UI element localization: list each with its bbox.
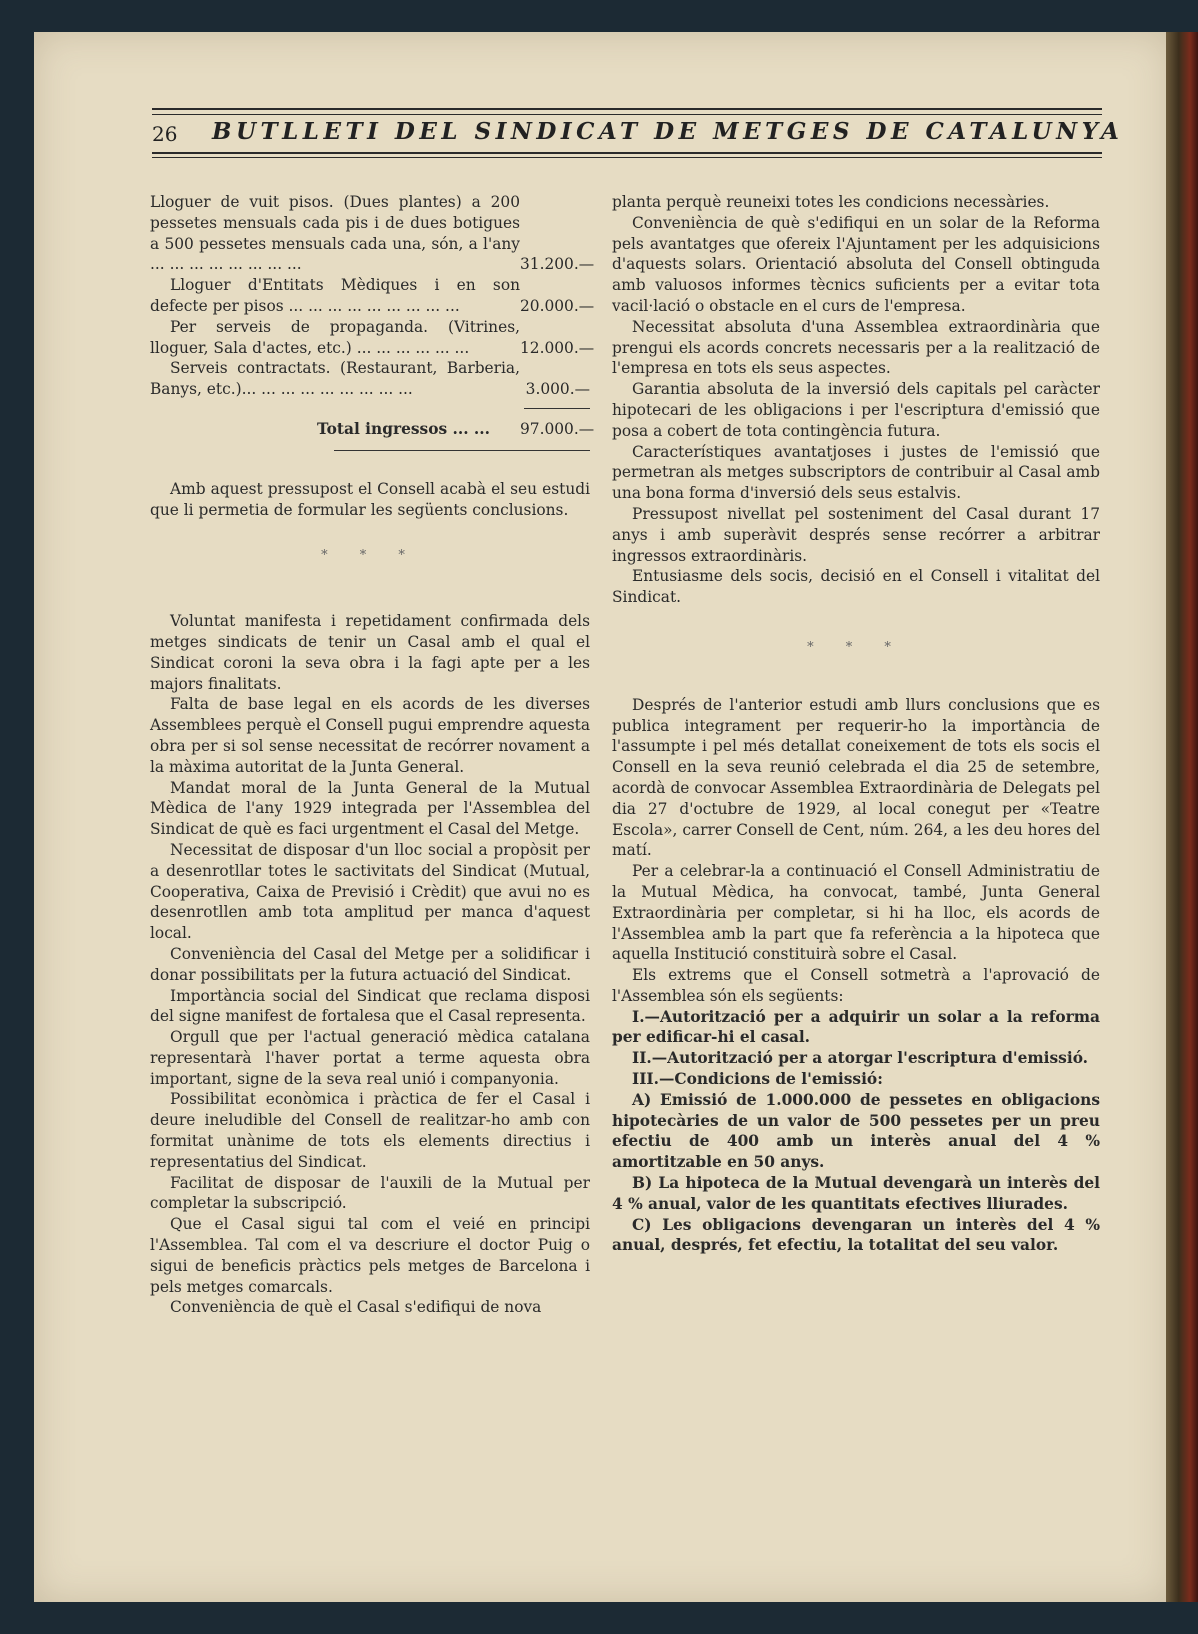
page-number: 26 xyxy=(152,122,178,146)
conclusion-paragraph: Conveniència del Casal del Metge per a solidificar i donar possibilitats per la futura actuació del Sindicat. xyxy=(150,944,590,984)
conclusion-paragraph: Garantia absoluta de la inversió dels capitals pel caràcter hipotecari de les obligacions i per l'escriptura d'emissió que posa a cobert de tota contingència futura. xyxy=(612,380,1100,440)
intro-paragraph: Amb aquest pressupost el Consell acabà el seu estudi que li permetia de formular les següents conclusions. xyxy=(150,479,590,519)
total-rule xyxy=(334,450,590,451)
resolution-item: III.—Condicions de l'emissió: xyxy=(632,1070,883,1089)
ledger-item-text: Serveis contractats. (Restaurant, Barberia, Banys, etc.)... ... ... ... ... ... ... ... ... xyxy=(150,359,520,399)
resolution-item: A) Emissió de 1.000.000 de pessetes en obligacions hipotecàries de un valor de 500 pessetes per un preu efectiu de 400 amb un interès anual del 4 % amortitzable en 50 anys. xyxy=(612,1090,1100,1172)
header-rule xyxy=(152,108,1102,110)
resolution-item: I.—Autorització per a adquirir un solar a la reforma per edificar-hi el casal. xyxy=(612,1007,1100,1047)
total-amount: 97.000.— xyxy=(520,419,595,438)
ledger-row xyxy=(150,275,595,317)
page-header xyxy=(152,108,1124,160)
header-rule xyxy=(152,152,1102,154)
conclusion-paragraph: Necessitat absoluta d'una Assemblea extraordinària que prengui els acords concrets necessaris per a la realització de l'empresa en tots els seus aspectes. xyxy=(612,317,1100,378)
ledger-item-text: Per serveis de propaganda. (Vitrines, lloguer, Sala d'actes, etc.) ... ... ... ... ... ... xyxy=(150,317,520,357)
total-label: Total ingressos ... ... xyxy=(316,419,490,438)
conclusion-paragraph: Conveniència de què el Casal s'edifiqui de nova xyxy=(170,1298,542,1317)
conclusion-paragraph: Falta de base legal en els acords de les diverses Assemblees perquè el Consell pugui emprendre aquesta obra per si sol sense necessitat de recórrer novament a la màxima autoritat de la Junta General. xyxy=(150,695,590,776)
ledger-item-amount: 20.000.— xyxy=(520,296,595,315)
conclusion-paragraph: Facilitat de disposar de l'auxili de la Mutual per completar la subscripció. xyxy=(150,1173,590,1213)
body-paragraph: Els extrems que el Consell sotmetrà a l'aprovació de l'Assemblea són els següents: xyxy=(612,966,1100,1005)
resolution-item: II.—Autorització per a atorgar l'escriptura d'emissió. xyxy=(632,1049,1089,1068)
ledger-item-amount: 31.200.— xyxy=(520,255,595,274)
section-divider: * * * xyxy=(807,639,905,655)
ledger-item-amount: 12.000.— xyxy=(520,338,595,357)
masthead-title: BUTLLETI DEL SINDICAT DE METGES DE CATALUNYA xyxy=(212,118,1124,145)
conclusion-paragraph: planta perquè reuneixi totes les condicions necessàries. xyxy=(612,193,1050,211)
conclusion-paragraph: Necessitat de disposar d'un lloc social a propòsit per a desenrotllar totes le sactivitats del Sindicat (Mutual, Cooperativa, Caixa de Previsió i Crèdit) que avui no es desenrotllen amb tota amplitud per manca d'aquest local. xyxy=(150,840,590,943)
resolution-item: B) La hipoteca de la Mutual devengarà un interès del 4 % anual, valor de les quantitats efectives lliurades. xyxy=(612,1174,1100,1213)
right-column xyxy=(612,192,1100,1256)
ledger-total xyxy=(150,419,595,440)
sum-rule xyxy=(524,408,590,409)
conclusion-paragraph: Pressupost nivellat pel sosteniment del Casal durant 17 anys i amb superàvit després sense recórrer a arbitrar ingressos extraordinàris. xyxy=(612,504,1100,565)
section-divider: * * * xyxy=(321,548,419,564)
ledger-item-text: Lloguer d'Entitats Mèdiques i en son defecte per pisos ... ... ... ... ... ... ... ... ... xyxy=(150,276,520,315)
conclusion-paragraph: Possibilitat econòmica i pràctica de fer el Casal i deure ineludible del Consell de realitzar-ho amb con formitat unànime de tots els elements directius i representatius del Sindicat. xyxy=(150,1090,590,1171)
header-rule xyxy=(152,114,1102,115)
conclusion-paragraph: Que el Casal sigui tal com el veié en principi l'Assemblea. Tal com el va descriure el doctor Puig o sigui de beneficis pràctics pels metges de Barcelona i pels metges comarcals. xyxy=(150,1215,590,1296)
ledger-item-text: Lloguer de vuit pisos. (Dues plantes) a 200 pessetes mensuals cada pis i de dues botigues a 500 pessetes mensuals cada una, són, a l'any ... ... ... ... ... ... ... ... xyxy=(150,193,520,274)
conclusion-paragraph: Voluntat manifesta i repetidament confirmada dels metges sindicats de tenir un Casal amb el qual el Sindicat coroni la seva obra i la fagi apte per a les majors finalitats. xyxy=(150,612,590,693)
ledger-item-amount: 3.000.— xyxy=(525,380,590,399)
header-rule xyxy=(152,157,1102,158)
conclusion-paragraph: Mandat moral de la Junta General de la Mutual Mèdica de l'any 1929 integrada per l'Assemblea del Sindicat de què es faci urgentment el Casal del Metge. xyxy=(150,778,590,839)
income-ledger xyxy=(150,192,595,451)
conclusion-paragraph: Importància social del Sindicat que reclama disposi del signe manifest de fortalesa que el Casal representa. xyxy=(150,986,590,1026)
body-paragraph: Per a celebrar-la a continuació el Consell Administratiu de la Mutual Mèdica, ha convocat, també, Junta General Extraordinària per completar, si hi ha lloc, els acords de l'Assemblea amb la part que fa referència a la hipoteca que aquella Institució constituirà sobre el Casal. xyxy=(612,862,1100,964)
conclusion-paragraph: Conveniència de què s'edifiqui en un solar de la Reforma pels avantatges que ofereix l'Ajuntament per les adquisicions d'aquests solars. Orientació absoluta del Consell obtinguda amb valuosos informes tècnics suficients per a evitar tota vacil·lació o obstacle en el curs de l'empresa. xyxy=(612,213,1100,315)
conclusion-paragraph: Característiques avantatjoses i justes de l'emissió que permetran als metges subscriptors de contribuir al Casal amb una bona forma d'inversió dels seus estalvis. xyxy=(612,442,1100,503)
ledger-row xyxy=(150,358,590,400)
ledger-row xyxy=(150,192,595,275)
conclusion-paragraph: Orgull que per l'actual generació mèdica catalana representarà l'haver portat a terme aquesta obra important, signe de la seva real unió i companyonia. xyxy=(150,1028,590,1088)
book-spine xyxy=(1166,32,1198,1602)
ledger-row xyxy=(150,317,595,359)
resolution-item: C) Les obligacions devengaran un interès del 4 % anual, després, fet efectiu, la totalitat del seu valor. xyxy=(612,1215,1100,1255)
left-column xyxy=(150,192,595,1318)
conclusion-paragraph: Entusiasme dels socis, decisió en el Consell i vitalitat del Sindicat. xyxy=(612,567,1100,607)
body-paragraph: Després de l'anterior estudi amb llurs conclusions que es publica integrament per requerir-ho la importància de l'assumpte i pel més detallat coneixement de tots els socis el Consell en la seva reunió celebrada el dia 25 de setembre, acordà de convocar Assemblea Extraordinària de Delegats pel dia 27 d'octubre de 1929, al local conegut per «Teatre Escola», carrer Consell de Cent, núm. 264, a les deu hores del matí. xyxy=(612,695,1100,860)
